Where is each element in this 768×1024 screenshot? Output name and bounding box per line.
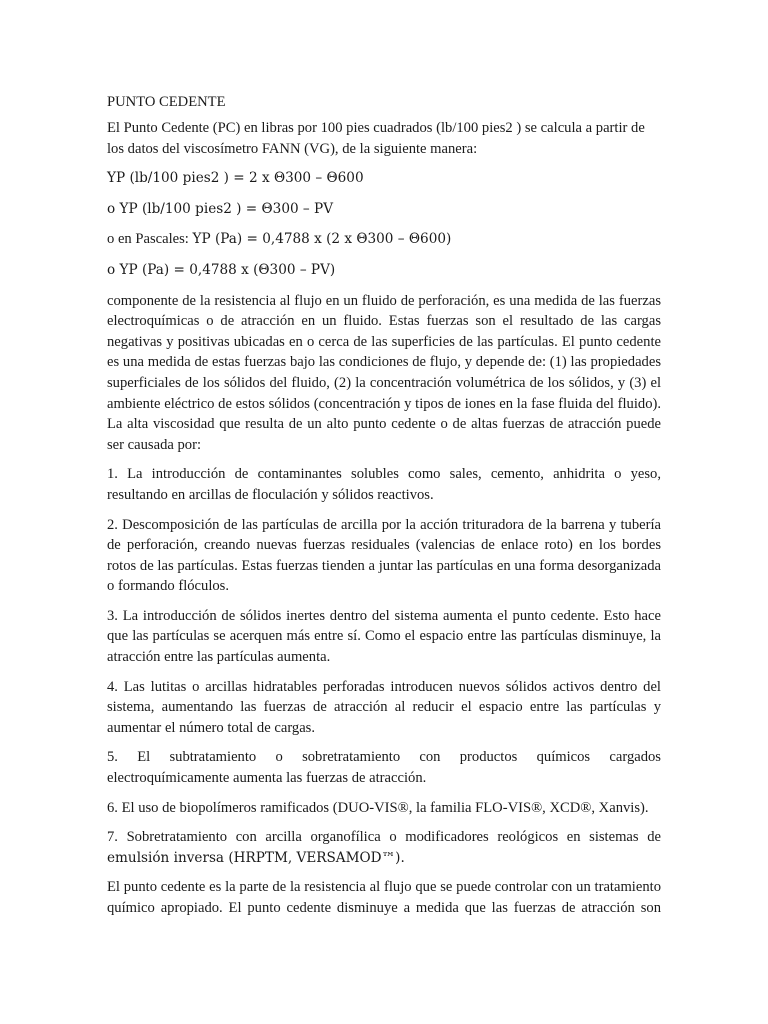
list-item-7-text: 7. Sobretratamiento con arcilla organofílica o modificadores reológicos en sistemas de [107, 829, 661, 846]
body-paragraph: componente de la resistencia al flujo en un fluido de perforación, es una medida de las fuerzas electroquímicas o de atracción en un fluido. Estas fuerzas son el resultado de las cargas negativas y positivas ubicadas en o cerca de las superficies de las partículas. El punto cedente es una medida de estas fuerzas bajo las condiciones de flujo, y depende de: (1) las propiedades superficiales de los sólidos del fluido, (2) la concentración volumétrica de los sólidos, y (3) el ambiente eléctrico de estos sólidos (concentración y tipos de iones en la fase fluida del fluido). La alta viscosidad que resulta de un alto punto cedente o de altas fuerzas de atracción puede ser causada por: [107, 292, 661, 453]
intro-paragraph: El Punto Cedente (PC) en libras por 100 pies cuadrados (lb/100 pies2 ) se calcula a partir de los datos del viscosímetro FANN (VG), de la siguiente manera: [107, 120, 645, 157]
list-item-5: 5. El subtratamiento o sobretratamiento con productos químicos cargados electroquímicamente aumenta las fuerzas de atracción. [107, 749, 661, 787]
formula-yp-lb-1: YP (lb/100 pies2 ) = 2 x Θ300 – Θ600 [107, 170, 364, 187]
list-item-4: 4. Las lutitas o arcillas hidratables perforadas introducen nuevos sólidos activos dentro del sistema, aumentando las fuerzas de atracción al reducir el espacio entre las partículas y aumentar el número total de cargas. [107, 678, 661, 736]
formula-yp-pa-1 [107, 229, 661, 250]
document-page [107, 92, 661, 928]
formula-pascal-lead: o en Pascales: [107, 231, 193, 248]
formula-yp-lb-2: o YP (lb/100 pies2 ) = Θ300 – PV [107, 200, 334, 217]
list-item-7 [107, 827, 661, 868]
closing-paragraph: El punto cedente es la parte de la resistencia al flujo que se puede controlar con un tratamiento químico apropiado. El punto cedente disminuye a medida que las fuerzas de atracción son [107, 879, 661, 916]
formula-yp-pa-2: o YP (Pa) = 0,4788 x (Θ300 – PV) [107, 261, 336, 278]
list-item-7-tail: emulsión inversa (HRPTM, VERSAMOD™). [107, 849, 405, 866]
list-item-3: 3. La introducción de sólidos inertes dentro del sistema aumenta el punto cedente. Esto hace que las partículas se acerquen más entre sí. Como el espacio entre las partículas disminuye, la atracción entre las partículas aumenta. [107, 607, 661, 666]
list-item-1: 1. La introducción de contaminantes solubles como sales, cemento, anhidrita o yeso, resultando en arcillas de floculación y sólidos reactivos. [107, 466, 661, 503]
list-item-2: 2. Descomposición de las partículas de arcilla por la acción trituradora de la barrena y tubería de perforación, creando nuevas fuerzas residuales (valencias de enlace roto) en los bordes rotos de las partículas. Estas fuerzas tienden a juntar las partículas en una forma desorganizada o formando flóculos. [107, 516, 661, 595]
formula-pascal-expression: YP (Pa) = 0,4788 x (2 x Θ300 – Θ600) [192, 231, 452, 248]
document-title: PUNTO CEDENTE [107, 94, 226, 110]
list-item-6: 6. El uso de biopolímeros ramificados (DUO-VIS®, la familia FLO-VIS®, XCD®, Xanvis). [107, 799, 649, 816]
